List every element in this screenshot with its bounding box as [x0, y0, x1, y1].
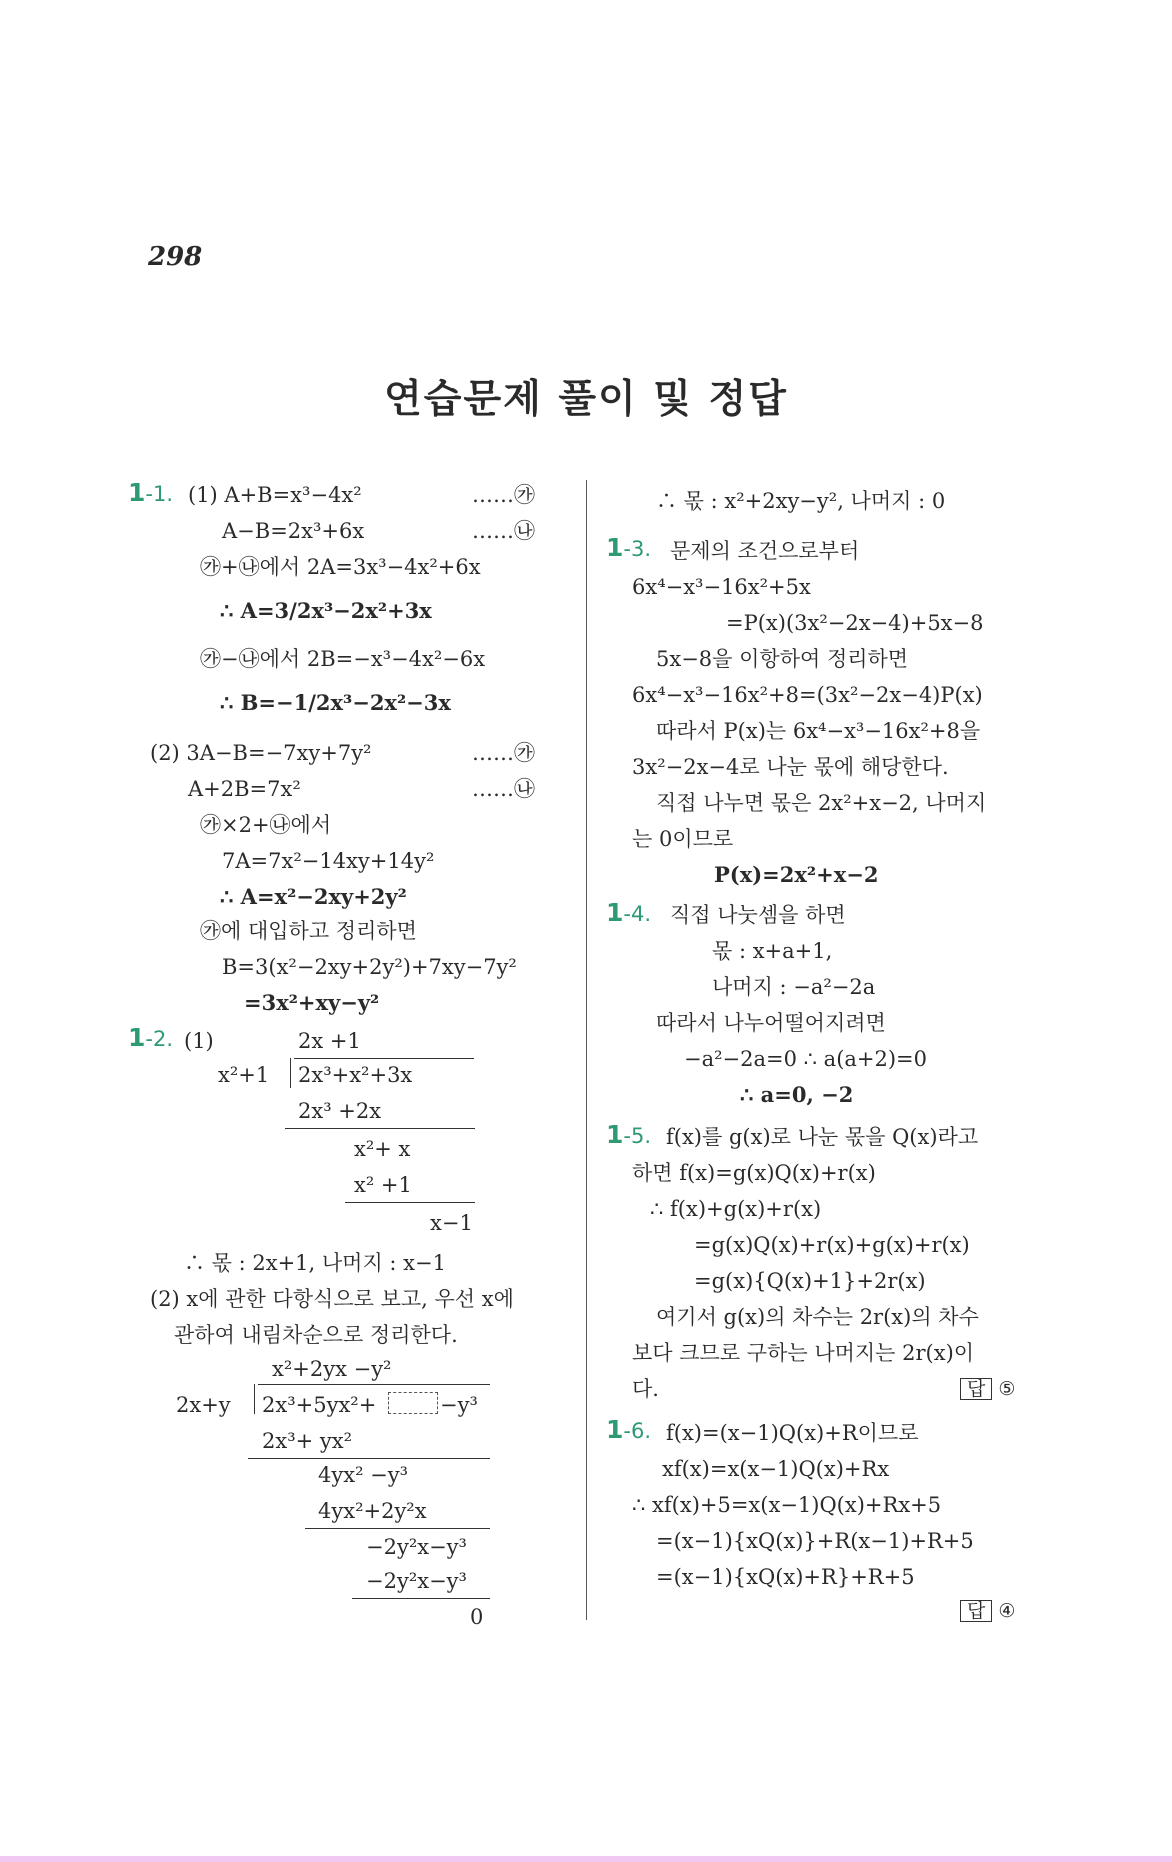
line: 따라서 P(x)는 6x⁴−x³−16x²+8을 [656, 719, 981, 743]
remainder: x−1 [430, 1211, 473, 1235]
line: 여기서 g(x)의 차수는 2r(x)의 차수 [656, 1305, 979, 1329]
line: (2) 3A−B=−7xy+7y² [150, 741, 372, 765]
line: 직접 나눗셈을 하면 [670, 903, 846, 927]
line: =g(x)Q(x)+r(x)+g(x)+r(x) [694, 1233, 970, 1257]
line: x² +1 [354, 1173, 412, 1197]
divisor: 2x+y [176, 1393, 231, 1417]
line: ㉮−㉯에서 2B=−x³−4x²−6x [200, 647, 486, 671]
column-divider [586, 480, 587, 1620]
line: ∴ B=−1/2x³−2x²−3x [220, 690, 451, 715]
line: ∴ xf(x)+5=x(x−1)Q(x)+Rx+5 [632, 1493, 942, 1517]
line: A+2B=7x² [188, 777, 301, 801]
dividend-tail: −y³ [440, 1393, 478, 1417]
line: (2) x에 관한 다항식으로 보고, 우선 x에 [150, 1287, 514, 1311]
line: =P(x)(3x²−2x−4)+5x−8 [726, 611, 984, 635]
line: (1) [184, 1029, 214, 1053]
line: 7A=7x²−14xy+14y² [222, 849, 435, 873]
bottom-edge [0, 1856, 1172, 1862]
division-bar [294, 1058, 474, 1059]
line: 나머지 : −a²−2a [712, 975, 876, 999]
division-rule [248, 1458, 490, 1459]
answer-1-5: 답 ⑤ [960, 1378, 1015, 1400]
line: ∴ 몫 : 2x+1, 나머지 : x−1 [184, 1251, 446, 1275]
line: 5x−8을 이항하여 정리하면 [656, 647, 909, 671]
line: 보다 크므로 구하는 나머지는 2r(x)이 [632, 1341, 975, 1365]
line: 따라서 나누어떨어지려면 [656, 1011, 886, 1035]
line: ㉮+㉯에서 2A=3x³−4x²+6x [200, 555, 481, 579]
line: ∴ f(x)+g(x)+r(x) [650, 1197, 822, 1221]
line: =g(x){Q(x)+1}+2r(x) [694, 1269, 926, 1293]
line: (1) A+B=x³−4x² [188, 483, 362, 507]
line: 4yx² −y³ [318, 1463, 409, 1487]
division-bracket [254, 1384, 255, 1414]
line: 는 0이므로 [632, 827, 734, 851]
line: A−B=2x³+6x [222, 519, 365, 543]
blank-box [388, 1392, 438, 1414]
line: ㉮×2+㉯에서 [200, 813, 332, 837]
answer-1-6: 답 ④ [960, 1600, 1015, 1622]
page-number: 298 [148, 242, 203, 272]
line: 문제의 조건으로부터 [670, 539, 860, 563]
dividend: 2x³+x²+3x [298, 1063, 413, 1087]
line: f(x)=(x−1)Q(x)+R이므로 [666, 1421, 919, 1445]
division-bracket [290, 1058, 291, 1088]
line: =(x−1){xQ(x)+R}+R+5 [656, 1565, 915, 1589]
division-rule [345, 1202, 475, 1203]
line: 4yx²+2y²x [318, 1499, 427, 1523]
line: P(x)=2x²+x−2 [714, 862, 879, 887]
page-title: 연습문제 풀이 및 정답 [384, 377, 788, 422]
line: x²+ x [354, 1137, 411, 1161]
line: ∴ A=x²−2xy+2y² [220, 884, 407, 909]
line: 2x³+ yx² [262, 1429, 353, 1453]
problem-1-3-label: 1-3. [606, 533, 652, 562]
problem-1-4-label: 1-4. [606, 898, 652, 927]
divisor: x²+1 [218, 1063, 270, 1087]
quotient: x²+2yx −y² [272, 1357, 392, 1381]
division-bar [258, 1384, 490, 1385]
line-marker: ……㉮ [472, 741, 535, 765]
line: 6x⁴−x³−16x²+8=(3x²−2x−4)P(x) [632, 683, 983, 707]
line: f(x)를 g(x)로 나눈 몫을 Q(x)라고 [666, 1125, 979, 1149]
problem-1-1-label: 1-1. [128, 478, 174, 507]
remainder: 0 [470, 1605, 484, 1629]
division-rule [305, 1528, 490, 1529]
line-marker: ……㉯ [472, 777, 535, 801]
division-rule [352, 1598, 490, 1599]
line: 2x³ +2x [298, 1099, 382, 1123]
line: −2y²x−y³ [366, 1569, 467, 1593]
problem-1-6-label: 1-6. [606, 1415, 652, 1444]
line: =(x−1){xQ(x)}+R(x−1)+R+5 [656, 1529, 974, 1553]
line: ㉮에 대입하고 정리하면 [200, 919, 417, 943]
line: ∴ A=3/2x³−2x²+3x [220, 598, 432, 623]
problem-1-5-label: 1-5. [606, 1120, 652, 1149]
line: =3x²+xy−y² [244, 990, 380, 1015]
dividend: 2x³+5yx²+ [262, 1393, 377, 1417]
line: 3x²−2x−4로 나눈 몫에 해당한다. [632, 755, 949, 779]
problem-1-2-label: 1-2. [128, 1023, 174, 1052]
line: 하면 f(x)=g(x)Q(x)+r(x) [632, 1161, 876, 1185]
quotient: 2x +1 [298, 1029, 361, 1053]
line: 직접 나누면 몫은 2x²+x−2, 나머지 [656, 791, 987, 815]
line-marker: ……㉮ [472, 483, 535, 507]
line: xf(x)=x(x−1)Q(x)+Rx [662, 1457, 890, 1481]
line: 몫 : x+a+1, [712, 939, 833, 963]
line: 6x⁴−x³−16x²+5x [632, 575, 811, 599]
line: ∴ 몫 : x²+2xy−y², 나머지 : 0 [656, 489, 946, 513]
division-rule [285, 1128, 475, 1129]
line: 관하여 내림차순으로 정리한다. [174, 1323, 458, 1347]
line: 다. [632, 1377, 659, 1401]
line: B=3(x²−2xy+2y²)+7xy−7y² [222, 955, 517, 979]
line: ∴ a=0, −2 [740, 1082, 854, 1107]
line: −a²−2a=0 ∴ a(a+2)=0 [684, 1047, 928, 1071]
line-marker: ……㉯ [472, 519, 535, 543]
line: −2y²x−y³ [366, 1535, 467, 1559]
